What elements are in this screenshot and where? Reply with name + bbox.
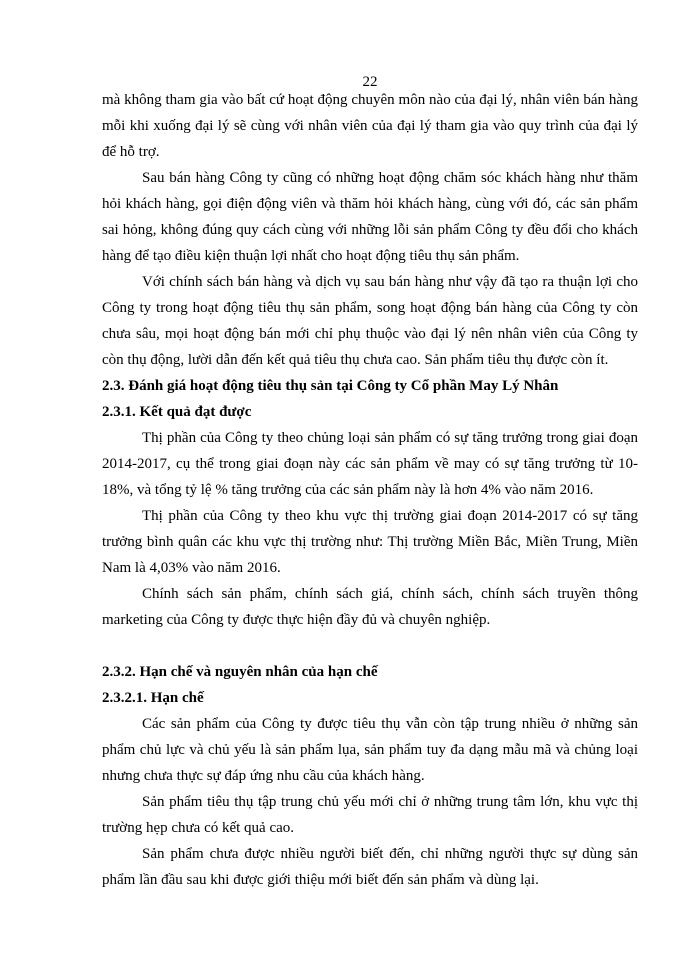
subsection-heading-2-3-2: 2.3.2. Hạn chế và nguyên nhân của hạn chế [102,664,378,680]
page-number: 22 [362,74,378,90]
subsection-heading-2-3-2-1: 2.3.2.1. Hạn chế [102,690,204,706]
document-page [102,0,638,960]
blank-line [102,633,638,659]
paragraph-policies: Chính sách sản phẩm, chính sách giá, chính sách, chính sách truyền thông marketing của Công ty được thực hiện đầy đủ và chuyên nghiệp. [102,586,638,628]
paragraph-limitation-centers: Sản phẩm tiêu thụ tập trung chủ yếu mới chỉ ở những trung tâm lớn, khu vực thị trường hẹp chưa có kết quả cao. [102,794,638,836]
paragraph-continuation: mà không tham gia vào bất cứ hoạt động chuyên môn nào của đại lý, nhân viên bán hàng mỗi khi xuống đại lý sẽ cùng với nhân viên của đại lý tham gia vào quy trình của đại lý để hỗ trợ. [102,92,638,160]
paragraph-limitation-products: Các sản phẩm của Công ty được tiêu thụ vẫn còn tập trung nhiều ở những sản phẩm chủ lực và chủ yếu là sản phẩm lụa, sản phẩm tuy đa dạng mẫu mã và chủng loại nhưng chưa thực sự đáp ứng nhu cầu của khách hàng. [102,716,638,784]
document-body [102,87,638,893]
paragraph-sales-policy: Với chính sách bán hàng và dịch vụ sau bán hàng như vậy đã tạo ra thuận lợi cho Công ty trong hoạt động tiêu thụ sản phẩm, song hoạt động bán hàng của Công ty còn chưa sâu, mọi hoạt động bán mới chỉ phụ thuộc vào đại lý nên nhân viên của Công ty còn thụ động, lười dẫn đến kết quả tiêu thụ chưa cao. Sản phẩm tiêu thụ được còn ít. [102,274,638,368]
paragraph-market-share-product: Thị phần của Công ty theo chủng loại sản phẩm có sự tăng trưởng trong giai đoạn 2014-2017, cụ thể trong giai đoạn này các sản phẩm về may có sự tăng trưởng từ 10-18%, và tổng tỷ lệ % tăng trưởng của các sản phẩm này là hơn 4% vào năm 2016. [102,430,638,498]
paragraph-after-sales: Sau bán hàng Công ty cũng có những hoạt động chăm sóc khách hàng như thăm hỏi khách hàng, gọi điện động viên và thăm hỏi khách hàng, cùng với đó, các sản phẩm sai hỏng, không đúng quy cách cùng với những lỗi sản phẩm Công ty đều đổi cho khách hàng để tạo điều kiện thuận lợi nhất cho hoạt động tiêu thụ sản phẩm. [102,170,638,264]
paragraph-limitation-awareness: Sản phẩm chưa được nhiều người biết đến, chỉ những người thực sự dùng sản phẩm lần đầu sau khi được giới thiệu mới biết đến sản phẩm và dùng lại. [102,846,638,888]
subsection-heading-2-3-1: 2.3.1. Kết quả đạt được [102,404,252,420]
paragraph-market-share-region: Thị phần của Công ty theo khu vực thị trường giai đoạn 2014-2017 có sự tăng trưởng bình quân các khu vực thị trường như: Thị trường Miền Bắc, Miền Trung, Miền Nam là 4,03% vào năm 2016. [102,508,638,576]
section-heading-2-3: 2.3. Đánh giá hoạt động tiêu thụ sản tại Công ty Cổ phần May Lý Nhân [102,378,559,394]
